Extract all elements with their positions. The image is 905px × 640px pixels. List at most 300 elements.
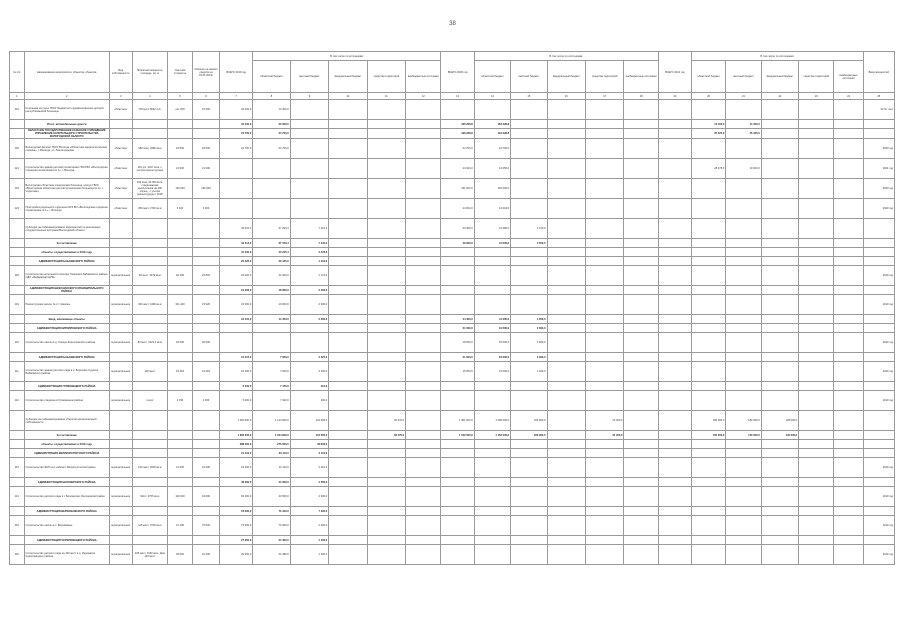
table-cell: [406, 411, 441, 431]
table-cell: муниципальное: [109, 362, 132, 382]
table-cell: 2019 год: [863, 516, 894, 536]
table-cell: [329, 516, 367, 536]
table-cell: 41 000,0: [474, 315, 510, 324]
table-cell: [585, 179, 623, 199]
table-cell: [511, 391, 547, 411]
table-cell: 20 445,0: [253, 257, 290, 266]
table-cell: [220, 333, 253, 353]
column-index-cell: 2: [24, 93, 109, 100]
table-cell: [585, 199, 623, 219]
table-cell: 124 000,0: [290, 411, 328, 431]
column-index-cell: 8: [253, 93, 290, 100]
table-cell: [511, 199, 547, 219]
table-cell: [547, 286, 585, 295]
table-cell: [10, 440, 25, 449]
table-cell: областное: [109, 100, 132, 120]
table-cell: муниципальное: [109, 391, 132, 411]
table-cell: [863, 248, 894, 257]
table-cell: 3 400: [192, 199, 219, 219]
object-name-cell: Строительство детского сада в г. Белозерске, Белозерский район: [24, 487, 109, 507]
table-cell: [658, 139, 691, 159]
table-cell: 31 480,0: [474, 219, 510, 239]
table-cell: [658, 382, 691, 391]
table-cell: [692, 239, 726, 248]
table-cell: [367, 100, 405, 120]
table-cell: [692, 458, 726, 478]
header-source-territories: средства территорий: [799, 61, 834, 93]
table-cell: [367, 487, 405, 507]
table-cell: [726, 219, 761, 239]
table-cell: [726, 478, 761, 487]
table-cell: [585, 507, 623, 516]
table-cell: 1 400,0: [290, 536, 328, 545]
table-cell: [406, 257, 441, 266]
table-cell: [474, 391, 510, 411]
object-name-cell: Вологодский филиал ГБОУ Вологда «Областная кардиологическая клиника», г. Вологда, ул. Ленинградская: [24, 139, 109, 159]
table-cell: [406, 478, 441, 487]
table-cell: [253, 324, 290, 333]
table-cell: [290, 199, 328, 219]
table-cell: [761, 295, 798, 315]
column-index-cell: 24: [834, 93, 863, 100]
object-name-cell: Строительство здания детской поликлиники ГБУЗ ВО «Вологодская городская поликлиника № 4», г. Вологда: [24, 159, 109, 179]
table-cell: [799, 382, 834, 391]
table-cell: 110 р/с, 4427 кв.м, с учетом реконструкции: [132, 159, 167, 179]
column-index-cell: 16: [547, 93, 585, 100]
table-cell: 2 000,0: [511, 324, 547, 333]
table-cell: [692, 545, 726, 565]
table-cell: [692, 507, 726, 516]
table-cell: 2020 год: [863, 179, 894, 199]
object-name-cell: Вологодская областная клиническая больница, корпус ГБУЗ «Вологодская областная детская клиническая больница № 2», г. Череповец: [24, 179, 109, 199]
table-cell: [367, 536, 405, 545]
table-cell: [834, 411, 863, 431]
table-cell: [474, 266, 510, 286]
table-cell: [834, 315, 863, 324]
table-cell: 2019 год: [863, 487, 894, 507]
table-cell: муниципальное: [109, 487, 132, 507]
table-cell: [761, 536, 798, 545]
table-cell: 140 000,0: [726, 431, 761, 440]
table-cell: [624, 266, 658, 286]
table-cell: [109, 129, 132, 139]
table-cell: [547, 295, 585, 315]
table-cell: [658, 100, 691, 120]
table-cell: [726, 516, 761, 536]
table-cell: 321 мест, 4490 кв.м: [132, 295, 167, 315]
object-name-cell: Строительство ФАП на 1 кабинет, Великоустюгский район: [24, 458, 109, 478]
table-cell: [799, 411, 834, 431]
table-subtotal-row: [10, 431, 895, 440]
column-index-cell: 20: [692, 93, 726, 100]
table-cell: [761, 440, 798, 449]
table-cell: [658, 516, 691, 536]
table-cell: [834, 295, 863, 315]
table-cell: 23 802: [192, 266, 219, 286]
table-cell: [585, 478, 623, 487]
table-cell: [547, 362, 585, 382]
table-cell: [799, 248, 834, 257]
table-cell: [834, 139, 863, 159]
table-cell: [799, 199, 834, 219]
table-cell: [168, 219, 193, 239]
table-cell: [624, 458, 658, 478]
table-cell: 49 000,0: [441, 239, 474, 248]
table-cell: [761, 266, 798, 286]
table-cell: [585, 120, 623, 129]
table-cell: [799, 458, 834, 478]
table-cell: 2019 год: [863, 266, 894, 286]
table-cell: [624, 129, 658, 139]
table-cell: 24 406,0: [220, 286, 253, 295]
table-cell: [863, 440, 894, 449]
table-cell: [406, 333, 441, 353]
object-name-cell: АДМИНИСТРАЦИЯ ВЕЛИКОУСТЮГСКОГО РАЙОНА: [24, 449, 109, 458]
table-cell: [726, 353, 761, 362]
table-cell: 32 000,0: [290, 440, 328, 449]
table-cell: [168, 257, 193, 266]
table-cell: [799, 266, 834, 286]
table-cell: [547, 507, 585, 516]
table-cell: [547, 129, 585, 139]
table-cell: [511, 478, 547, 487]
table-cell: [658, 440, 691, 449]
table-cell: [192, 286, 219, 295]
table-cell: [692, 100, 726, 120]
header-total-2021: ВСЕГО 2021 год: [658, 52, 691, 93]
column-index-cell: 4: [132, 93, 167, 100]
table-cell: [132, 315, 167, 324]
table-cell: [799, 333, 834, 353]
table-cell: [863, 315, 894, 324]
table-cell: [132, 248, 167, 257]
table-cell: [132, 507, 167, 516]
table-cell: [290, 100, 328, 120]
table-cell: [474, 382, 510, 391]
table-cell: 22 200: [192, 545, 219, 565]
table-cell: [585, 286, 623, 295]
table-cell: 3 425,0: [290, 353, 328, 362]
table-cell: 5 000,0: [220, 391, 253, 411]
table-cell: [109, 431, 132, 440]
table-cell: [761, 248, 798, 257]
table-cell: [585, 248, 623, 257]
table-cell: [658, 295, 691, 315]
table-cell: [834, 179, 863, 199]
table-cell: [329, 239, 367, 248]
table-cell: [726, 324, 761, 333]
table-cell: 400 коек, 22 000 кв.м, стационарная поликлиника на 400 посещ., с учетом реконструкции / 2018: [132, 179, 167, 199]
table-cell: [132, 431, 167, 440]
table-cell: [863, 507, 894, 516]
table-cell: [132, 440, 167, 449]
table-cell: [692, 516, 726, 536]
table-cell: [511, 449, 547, 458]
table-row: [10, 458, 895, 478]
object-name-cell: За составление: [24, 431, 109, 440]
table-subtotal-row: [10, 239, 895, 248]
table-cell: [834, 449, 863, 458]
table-cell: [168, 353, 193, 362]
table-cell: [761, 478, 798, 487]
table-cell: 2 010,0: [290, 458, 328, 478]
table-cell: [192, 257, 219, 266]
table-cell: [585, 139, 623, 159]
table-cell: [406, 199, 441, 219]
table-cell: [192, 411, 219, 431]
table-cell: [761, 239, 798, 248]
table-cell: [367, 333, 405, 353]
header-group-2021: В том числе по источникам:: [692, 52, 864, 61]
table-cell: 45 016,2: [220, 219, 253, 239]
table-subtotal-row: [10, 120, 895, 129]
table-cell: [441, 100, 474, 120]
page-number: 38: [449, 21, 456, 27]
table-cell: [799, 120, 834, 129]
table-cell: [761, 507, 798, 516]
table-cell: [192, 431, 219, 440]
table-cell: 41 000,0: [474, 239, 510, 248]
table-cell: [367, 449, 405, 458]
table-cell: [511, 440, 547, 449]
table-subtotal-row: [10, 353, 895, 362]
table-cell: [547, 199, 585, 219]
table-cell: [290, 324, 328, 333]
table-cell: [585, 449, 623, 458]
table-cell: [367, 286, 405, 295]
table-cell: [367, 507, 405, 516]
object-name-cell: АДМИНИСТРАЦИЯ ШЕКСНИНСКОГО МУНИЦИПАЛЬНОГО РАЙОНА: [24, 286, 109, 295]
table-cell: [799, 324, 834, 333]
table-cell: [192, 129, 219, 139]
table-cell: [511, 516, 547, 536]
table-cell: [624, 536, 658, 545]
table-row: [10, 199, 895, 219]
table-cell: [799, 478, 834, 487]
table-cell: [761, 286, 798, 295]
table-cell: [624, 362, 658, 382]
table-cell: [761, 219, 798, 239]
table-cell: нет 259: [168, 100, 193, 120]
table-cell: [329, 139, 367, 159]
table-cell: 110: [10, 333, 25, 353]
table-cell: [441, 507, 474, 516]
table-cell: [406, 362, 441, 382]
table-cell: [547, 239, 585, 248]
column-index-cell: 15: [511, 93, 547, 100]
table-cell: [585, 440, 623, 449]
table-cell: [692, 179, 726, 199]
object-name-cell: АДМИНИСТРАЦИЯ БАБАЕВСКОГО РАЙОНА: [24, 353, 109, 362]
table-cell: [192, 507, 219, 516]
header-source-local: местный бюджет: [726, 61, 761, 93]
table-cell: [547, 248, 585, 257]
table-cell: [367, 362, 405, 382]
object-name-cell: Строительство школы в д. Горицы Кирилловского района: [24, 333, 109, 353]
table-cell: [109, 353, 132, 362]
table-cell: 226 000,0: [511, 411, 547, 431]
table-cell: [406, 286, 441, 295]
table-cell: [658, 487, 691, 507]
table-cell: 2 036: [168, 391, 193, 411]
table-cell: [290, 120, 328, 129]
table-cell: [585, 487, 623, 507]
table-cell: [441, 458, 474, 478]
table-cell: [658, 536, 691, 545]
table-cell: [726, 257, 761, 266]
table-row: [10, 487, 895, 507]
table-cell: 2 000,0: [290, 516, 328, 536]
table-cell: [624, 248, 658, 257]
table-cell: [726, 487, 761, 507]
table-cell: 14 450,0: [253, 315, 290, 324]
table-cell: [692, 266, 726, 286]
table-cell: [863, 478, 894, 487]
table-cell: 24 344,0: [441, 159, 474, 179]
header-total-2020: ВСЕГО 2020 год: [441, 52, 474, 93]
table-cell: [220, 324, 253, 333]
table-cell: [799, 507, 834, 516]
table-row: [10, 139, 895, 159]
table-cell: [547, 324, 585, 333]
header-source-extrabudgetary: внебюджетные источники: [406, 61, 441, 93]
table-cell: [511, 458, 547, 478]
table-row: [10, 159, 895, 179]
table-cell: 23 920: [192, 295, 219, 315]
table-cell: [799, 159, 834, 179]
table-cell: [511, 545, 547, 565]
table-cell: [761, 324, 798, 333]
table-cell: 37 290,4: [253, 219, 290, 239]
header-source-federal: федеральный бюджет: [761, 61, 798, 93]
table-cell: [406, 391, 441, 411]
table-cell: 18 000,0: [474, 353, 510, 362]
table-row: [10, 266, 895, 286]
table-cell: 321 440: [168, 295, 193, 315]
table-cell: [441, 266, 474, 286]
table-cell: [799, 536, 834, 545]
table-cell: [799, 286, 834, 295]
header-group-2019: В том числе по источникам:: [253, 52, 441, 61]
table-cell: [132, 536, 167, 545]
table-cell: [168, 120, 193, 129]
table-cell: [834, 516, 863, 536]
table-cell: [761, 458, 798, 478]
table-row: [10, 100, 895, 120]
table-cell: [624, 431, 658, 440]
table-cell: [834, 478, 863, 487]
table-cell: [692, 440, 726, 449]
table-cell: [585, 129, 623, 139]
object-name-cell: объекты, осуществляемые в 2019 году: [24, 440, 109, 449]
table-cell: муниципальное: [109, 545, 132, 565]
table-cell: 18 000: [168, 333, 193, 353]
table-cell: [109, 382, 132, 391]
table-cell: 120 мест: [132, 362, 167, 382]
table-cell: [329, 266, 367, 286]
table-cell: [863, 353, 894, 362]
table-cell: 2020 год: [863, 139, 894, 159]
table-cell: [547, 353, 585, 362]
table-cell: [406, 159, 441, 179]
table-cell: 40 мест, 1279 кв.м: [132, 266, 167, 286]
table-cell: 40 436: [168, 266, 193, 286]
table-cell: 25 425,0: [726, 129, 761, 139]
table-cell: [10, 239, 25, 248]
table-cell: 119: [10, 100, 25, 120]
table-subtotal-row: [10, 536, 895, 545]
table-cell: [10, 129, 25, 139]
table-cell: [441, 487, 474, 507]
table-cell: [834, 353, 863, 362]
table-cell: [726, 315, 761, 324]
object-name-cell: Строительство котельной в поселке Тимошино Бабаевского района ОДО «Бабаевская ЦРБ»: [24, 266, 109, 286]
table-cell: 73 440,0: [253, 507, 290, 516]
table-cell: [547, 159, 585, 179]
table-cell: [109, 411, 132, 431]
table-cell: 18 000,0: [253, 286, 290, 295]
table-cell: [290, 129, 328, 139]
table-cell: [761, 100, 798, 120]
table-cell: [168, 440, 193, 449]
table-cell: областное: [109, 179, 132, 199]
table-cell: [109, 120, 132, 129]
table-subtotal-row: [10, 315, 895, 324]
table-cell: [658, 266, 691, 286]
table-cell: [367, 120, 405, 129]
table-cell: 2 110,0: [290, 449, 328, 458]
table-cell: 24 700,0: [253, 139, 290, 159]
table-cell: 1 452 000,0: [474, 431, 510, 440]
table-cell: 78 000,0: [220, 507, 253, 516]
table-subtotal-row: [10, 478, 895, 487]
table-cell: [547, 431, 585, 440]
table-subtotal-row: [10, 286, 895, 295]
table-cell: [220, 199, 253, 219]
investment-table-sheet: [9, 51, 895, 565]
table-cell: [329, 478, 367, 487]
table-cell: 13 400,0: [253, 100, 290, 120]
table-cell: [726, 391, 761, 411]
table-cell: [132, 239, 167, 248]
table-cell: [406, 239, 441, 248]
table-cell: [658, 179, 691, 199]
table-cell: [799, 353, 834, 362]
table-cell: 24 700,0: [474, 139, 510, 159]
table-cell: 4 050,0: [511, 315, 547, 324]
table-cell: [511, 536, 547, 545]
table-cell: [726, 266, 761, 286]
table-cell: 10 000,0: [726, 159, 761, 179]
table-cell: [799, 440, 834, 449]
table-cell: [547, 458, 585, 478]
table-cell: 32 бл. мес: [863, 100, 894, 120]
table-cell: [192, 382, 219, 391]
table-cell: 2 000,0: [290, 295, 328, 315]
table-cell: [406, 545, 441, 565]
table-cell: [658, 333, 691, 353]
header-source-federal: федеральный бюджет: [547, 61, 585, 93]
table-cell: [441, 516, 474, 536]
table-cell: 24 700,0: [220, 129, 253, 139]
table-cell: 7 000,0: [253, 353, 290, 362]
table-cell: [192, 315, 219, 324]
table-cell: [624, 199, 658, 219]
table-cell: [441, 391, 474, 411]
table-cell: [624, 487, 658, 507]
table-cell: 10 415,0: [220, 353, 253, 362]
table-cell: [624, 100, 658, 120]
